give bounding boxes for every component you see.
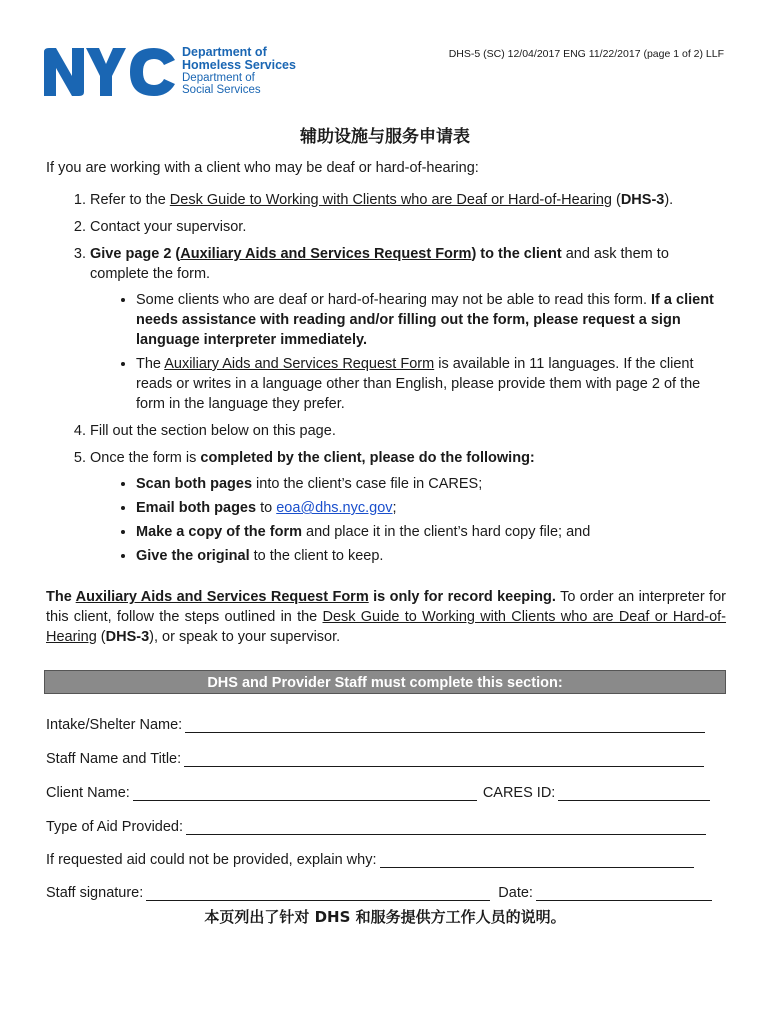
staff-label: Staff Name and Title: (46, 751, 182, 767)
record-bold (46, 589, 556, 605)
footer-note: 本页列出了针对 DHS 和服务提供方工作人员的说明。 (204, 908, 566, 926)
record-code: DHS-3 (105, 629, 150, 645)
staff-field (46, 750, 704, 767)
client-input-line[interactable] (133, 784, 477, 801)
logo-text (182, 46, 312, 96)
step-3-bullet-1-text: Some clients who are deaf or hard-of-hearing may not be able to read this form. (136, 292, 652, 308)
step-3-bold-pre: Give page 2 ( (90, 246, 181, 262)
intake-input-line[interactable] (185, 716, 705, 733)
intro-text: If you are working with a client who may be deaf or hard-of-hearing: (46, 160, 479, 176)
request-form-link[interactable]: Auxiliary Aids and Services Request Form (180, 246, 472, 262)
request-form-link-2[interactable]: Auxiliary Aids and Services Request Form (164, 356, 435, 372)
signature-field (46, 884, 712, 901)
record-form-link[interactable]: Auxiliary Aids and Services Request Form (75, 589, 369, 605)
step-5-bullet-4 (136, 546, 728, 566)
step-3-bullets (90, 290, 728, 414)
step-5-bold: completed by the client, please do the following: (200, 450, 535, 466)
step-5-bullet-2-post: ; (392, 500, 397, 516)
signature-input-line[interactable] (146, 884, 490, 901)
step-5-bullet-3-bold: Make a copy of the form (136, 524, 302, 540)
step-3-bullet-1 (136, 290, 728, 350)
explain-input-line[interactable] (380, 851, 694, 868)
cares-label: CARES ID: (482, 785, 556, 801)
step-3-bullet-2 (136, 354, 728, 414)
signature-label: Staff signature: (46, 885, 144, 901)
step-2-text: Contact your supervisor. (90, 219, 247, 235)
step-3-rest: and ask them to complete the form. (90, 246, 669, 282)
nyc-dhs-logo (42, 46, 300, 98)
intake-label: Intake/Shelter Name: (46, 717, 183, 733)
nyc-logo-icon (42, 46, 178, 98)
step-5-bullet-4-bold: Give the original (136, 548, 250, 564)
desk-guide-link[interactable]: Desk Guide to Working with Clients who are Deaf or Hard-of-Hearing (169, 192, 612, 208)
logo-dept-line-1: Department of (182, 45, 267, 59)
page-title: 辅助设施与服务申请表 (300, 127, 470, 147)
staff-input-line[interactable] (184, 750, 704, 767)
step-5-bullet-3 (136, 522, 728, 542)
step-3-bullet-2-post: is available in 11 languages. If the client reads or writes in a language other than English, please provide them with page 2 of the form in the language they prefer. (136, 356, 701, 412)
record-paren: ( (96, 629, 106, 645)
step-5-bullet-4-rest: to the client to keep. (249, 548, 384, 564)
cares-input-line[interactable] (558, 784, 710, 801)
step-3 (90, 244, 728, 414)
step-5 (90, 448, 728, 566)
record-end: ), or speak to your supervisor. (149, 629, 341, 645)
client-field (46, 784, 710, 801)
client-label: Client Name: (46, 785, 130, 801)
explain-field (46, 851, 694, 868)
step-3-bold-post: ) to the client (471, 246, 562, 262)
steps-list (46, 190, 728, 566)
record-text: To order an interpreter for this client, follow the steps outlined in the (46, 589, 726, 625)
instructions (46, 190, 728, 573)
step-5-bullets (90, 474, 728, 566)
date-label: Date: (498, 885, 533, 901)
record-guide-link[interactable]: Desk Guide to Working with Clients who are Deaf or Hard-of-Hearing (46, 609, 727, 645)
step-5-bullet-1-bold: Scan both pages (136, 476, 253, 492)
aid-label: Type of Aid Provided: (46, 819, 184, 835)
step-3-bullet-1-bold: If a client needs assistance with reading and/or filling out the form, please request a sign language interpreter immediately. (136, 292, 714, 348)
staff-section-banner: DHS and Provider Staff must complete this section: (44, 670, 726, 694)
step-5-bullet-3-rest: and place it in the client’s hard copy file; and (301, 524, 591, 540)
step-3-bold (90, 246, 562, 262)
step-5-bullet-1 (136, 474, 728, 494)
step-1-paren: ( (611, 192, 621, 208)
date-input-line[interactable] (536, 884, 712, 901)
form-code: DHS-5 (SC) 12/04/2017 ENG 11/22/2017 (page 1 of 2) LLF (448, 48, 724, 60)
logo-dept-line-4: Social Services (182, 84, 261, 96)
step-5-bullet-2-bold: Email both pages (136, 500, 257, 516)
logo-dept-line-3: Department of (182, 72, 255, 84)
logo-dept-line-2: Homeless Services (182, 58, 296, 72)
record-the: The (46, 589, 76, 605)
step-4 (90, 421, 728, 441)
step-1-text: Refer to the (90, 192, 170, 208)
record-bold-rest: is only for record keeping. (368, 589, 556, 605)
step-2 (90, 217, 728, 237)
explain-label: If requested aid could not be provided, explain why: (46, 852, 377, 868)
step-5-pre: Once the form is (90, 450, 201, 466)
step-1-code: DHS-3 (620, 192, 665, 208)
step-1 (90, 190, 728, 210)
aid-field (46, 818, 706, 835)
step-4-text: Fill out the section below on this page. (90, 423, 336, 439)
step-5-bullet-2-mid: to (256, 500, 277, 516)
record-keeping-note (46, 587, 726, 647)
step-5-bullet-1-rest: into the client’s case file in CARES; (252, 476, 483, 492)
step-5-bullet-2 (136, 498, 728, 518)
aid-input-line[interactable] (186, 818, 706, 835)
intake-field (46, 716, 705, 733)
step-1-end: ). (664, 192, 674, 208)
email-link[interactable]: eoa@dhs.nyc.gov (276, 500, 393, 516)
step-3-bullet-2-pre: The (136, 356, 165, 372)
